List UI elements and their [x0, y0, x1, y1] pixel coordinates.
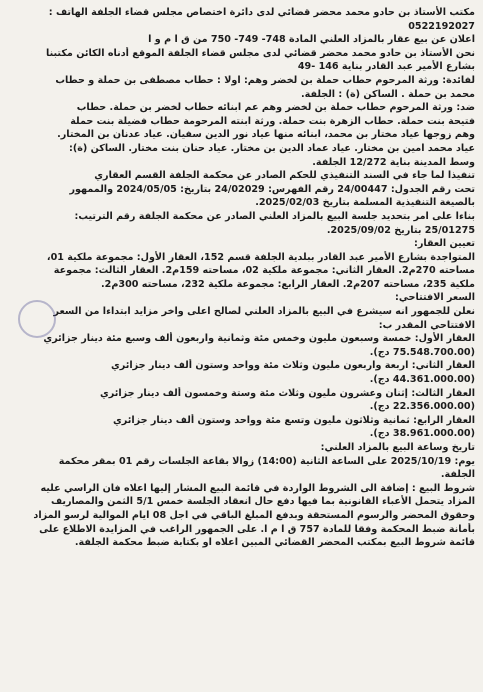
notice-body: [8, 6, 475, 550]
notice-line: وحقوق المحضر والرسوم المستحقة وبدفع المبلغ الباقي في اجل 08 ايام الموالية لرسو المزاد: [33, 509, 475, 521]
notice-line: شروط البيع : إضافة الى الشروط الواردة في قائمة البيع المشار إليها اعلاه فان الراسي عليه: [40, 482, 475, 494]
notice-line: محمد بن حملة . الساكن (ة) : الجلفة.: [301, 88, 475, 100]
notice-line: يوم: 2025/10/19 على الساعة الثانية (14:00) زوالا بقاعة الجلسات رقم 01 بمقر محكمة: [58, 455, 475, 467]
notice-line: العقار الأول: خمسة وسبعون مليون وخمس مئة وثمانية واربعون ألف وسبع مئة دينار جزائري: [43, 333, 475, 345]
notice-line: (38.961.000.00 دج).: [369, 428, 475, 440]
notice-line: فتيحة بنت حملة. حطاب الزهرة بنت حملة. ورثة ابنته المرحومة حطاب فضيلة بنت حملة: [70, 115, 475, 127]
notice-line: السعر الافتتاحي:: [395, 292, 475, 304]
notice-line: بالصيغة التنفيذية المسلمة بتاريخ 2025/02/03.: [255, 197, 475, 209]
notice-line: العقار الرابع: ثمانية وثلاثون مليون وتسع مئة وواحد وستون ألف دينار جزائري: [113, 414, 475, 426]
notice-line: وهم زوجها عياد مختار بن محمد، ابنائه منها عياد نور الدين سفيان. عياد عدنان بن المختار.: [57, 129, 475, 141]
notice-line: المزاد يتحمل الأعباء القانونية بما فيها دفع حال انعقاد الجلسة خمس 5/1 الثمن والمصاريف: [50, 496, 475, 508]
notice-line: نحن الأستاذ بن حادو محمد محضر قضائي لدى مجلس قضاء الجلفة الموقع أدناه الكائن مكتبنا: [46, 47, 475, 59]
notice-line: الافتتاحي المقدر ب:: [378, 319, 475, 331]
notice-line: 25/01275 بتاريخ 2025/09/02.: [326, 224, 475, 236]
notice-line: نعلن للجمهور انه سيشرع في البيع بالمزاد العلني لصالح اعلى واخر مزايد ابتداءا من السعر: [53, 306, 475, 318]
notice-line: (75.548.700.00 دج).: [369, 346, 475, 358]
notice-line: العقار الثالث: إثنان وعشرون مليون وثلاث مئة وستة وخمسون ألف دينار جزائري: [99, 387, 475, 399]
notice-line: قائمة شروط البيع بمكتب المحضر القضائي المبين اعلاه او بكتابة ضبط محكمة الجلفة.: [74, 537, 475, 549]
notice-line: تعيين العقار:: [414, 238, 475, 250]
notice-line: (44.361.000.00 دج).: [369, 374, 475, 386]
notice-line: تاريخ وساعة البيع بالمزاد العلني:: [320, 442, 475, 453]
notice-line: وسط المدينة بناية 12/272 الجلفة.: [312, 156, 475, 168]
notice-line: مكتب الأستاذ بن حادو محمد محضر قضائي لدى دائرة اختصاص مجلس قضاء الجلفة الهاتف :: [48, 7, 475, 18]
notice-line: عياد محمد امين بن مختار. عياد عماد الدين بن مختار. عياد حنان بنت مختار. الساكن (ة):: [69, 142, 475, 154]
notice-line: اعلان عن بيع عقار بالمزاد العلني المادة 748- 749- 750 من ق ا م و ا: [148, 34, 475, 46]
notice-line: بشارع الأمير عبد القادر بناية 146 -49: [297, 61, 475, 73]
notice-line: مساحته 270م2. العقار الثاني: مجموعة ملكية 02، مساحته 159م2. العقار الثالث: مجموعة: [53, 265, 475, 277]
notice-line: تحت رقم الجدول: 24/00447 رقم الفهرس: 24/02029 بتاريخ: 2024/05/05 والممهور: [69, 183, 475, 195]
notice-line: ملكية 235، مساحته 207م2. العقار الرابع: مجموعة ملكية 232، مساحته 300م2.: [101, 278, 475, 290]
notice-line: المتواجدة بشارع الأمير عبد القادر ببلدية الجلفة قسم 152، العقار الأول: مجموعة ملكية 01،: [46, 251, 475, 263]
notice-line: الجلفة.: [440, 469, 475, 481]
notice-line: لفائدة: ورثة المرحوم حطاب حملة بن لخضر وهم: اولا : حطاب مصطفى بن حملة و حطاب: [55, 74, 475, 86]
notice-line: بناءا على امر بتحديد جلسة البيع بالمزاد العلني الصادر عن محكمة الجلفة رقم الترتيب:: [74, 210, 475, 222]
notice-line: 0522192027: [408, 20, 475, 32]
notice-line: العقار الثاني: اربعة واربعون مليون وثلاث مئة وواحد وستون ألف دينار جزائري: [110, 360, 475, 372]
notice-line: ضد: ورثة المرحوم حطاب حملة بن لخضر وهم عم ابنائه حطاب لخضر بن حملة. حطاب: [76, 102, 475, 114]
notice-line: تنفيذا لما جاء في السند التنفيذي للحكم الصادر عن محكمة الجلفة القسم العقاري: [94, 170, 475, 182]
notice-line: (22.356.000.00 دج).: [369, 401, 475, 413]
official-stamp: [18, 300, 56, 338]
notice-line: بأمانة ضبط المحكمة وفقا للمادة 757 ق ا م ا. على الجمهور الراغب في المزايدة الاطلاع على: [39, 523, 475, 535]
